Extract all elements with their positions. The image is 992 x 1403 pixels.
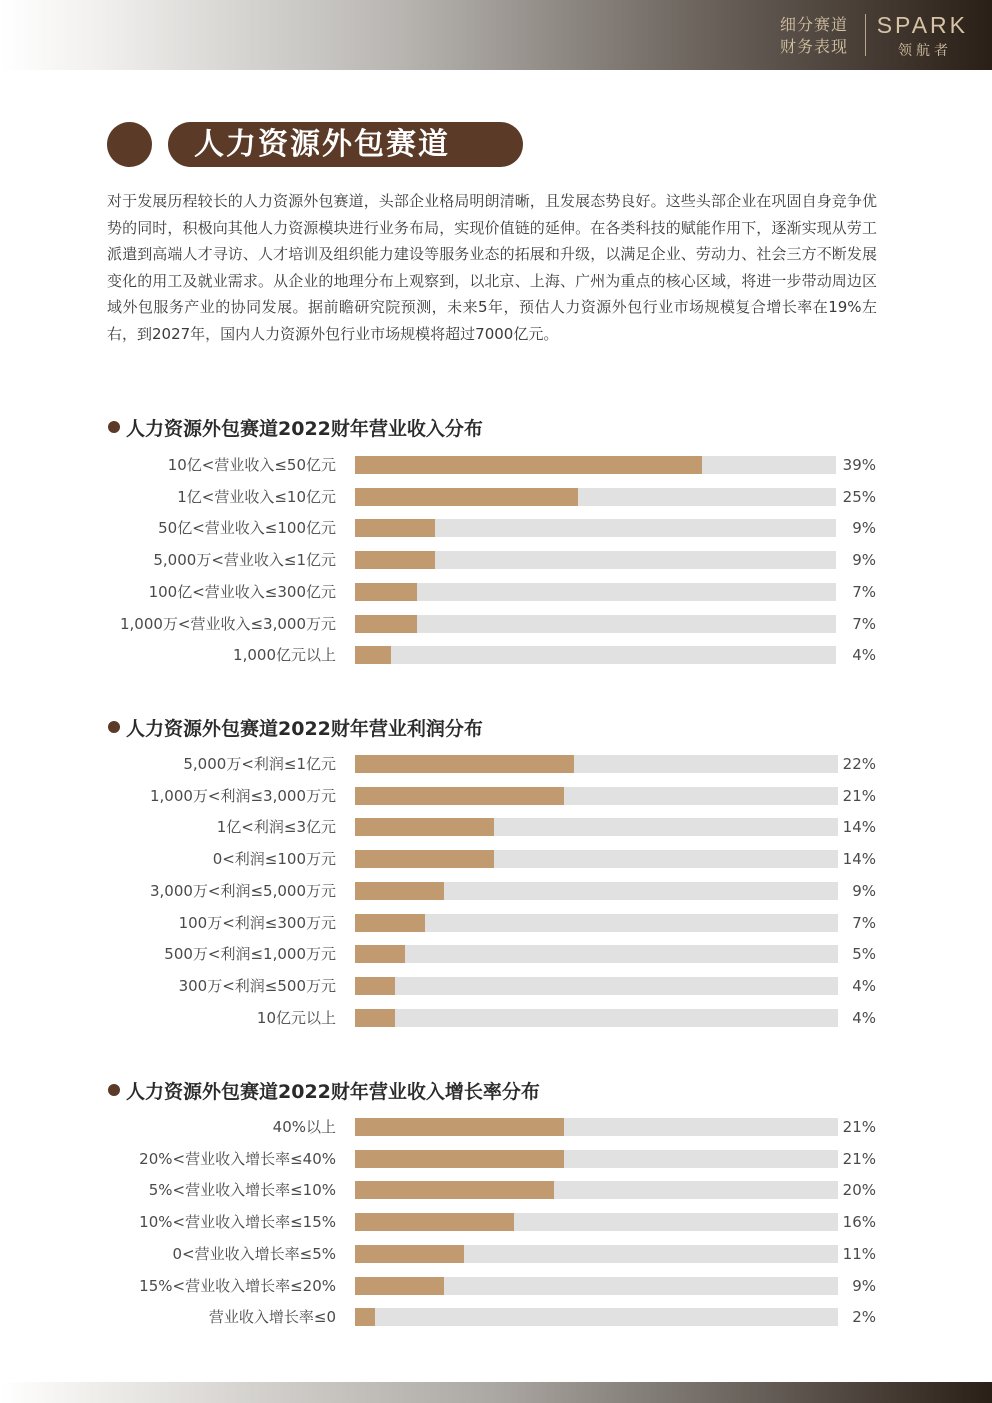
bar-category-label: 100亿<营业收入≤300亿元: [148, 582, 336, 601]
bar-category-label: 3,000万<利润≤5,000万元: [149, 881, 336, 900]
page-title: 人力资源外包赛道: [168, 122, 523, 167]
bar-category-label: 营业收入增长率≤0: [208, 1308, 336, 1327]
bar-category-label: 300万<利润≤500万元: [178, 976, 336, 995]
bar-fill: [355, 488, 578, 506]
bar-fill: [355, 945, 405, 963]
bar-fill: [355, 646, 391, 664]
bar-value-label: 39%: [842, 456, 876, 474]
bar-category-label: 500万<利润≤1,000万元: [164, 945, 336, 964]
bar-category-label: 100万<利润≤300万元: [178, 913, 336, 932]
bar-track: [355, 1213, 838, 1231]
bar-row: [0, 849, 992, 869]
bar-track: [355, 519, 836, 537]
bar-track: [355, 1118, 838, 1136]
bar-category-label: 10亿<营业收入≤50亿元: [167, 456, 336, 474]
bar-row: [0, 455, 992, 475]
bar-value-label: 14%: [842, 850, 876, 869]
chart-title-text: 人力资源外包赛道2022财年营业利润分布: [126, 718, 483, 740]
bar-track: [355, 615, 836, 633]
bar-fill: [355, 977, 395, 995]
bar-category-label: 15%<营业收入增长率≤20%: [139, 1276, 336, 1295]
bar-category-label: 1亿<营业收入≤10亿元: [177, 487, 336, 506]
bar-value-label: 22%: [842, 755, 876, 773]
bar-fill: [355, 519, 435, 537]
bar-row: [0, 1008, 992, 1028]
bar-row: [0, 913, 992, 933]
header-line-2: 财务表现: [779, 37, 848, 56]
bar-row: [0, 1276, 992, 1296]
bar-fill: [355, 1308, 375, 1326]
bar-category-label: 20%<营业收入增长率≤40%: [139, 1149, 336, 1168]
bar-row: [0, 1180, 992, 1200]
bar-value-label: 9%: [852, 881, 876, 900]
bar-fill: [355, 1245, 464, 1263]
bar-row: [0, 614, 992, 634]
bar-value-label: 2%: [852, 1308, 876, 1327]
bar-row: [0, 976, 992, 996]
bar-value-label: 9%: [852, 519, 876, 538]
bar-track: [355, 945, 838, 963]
bar-value-label: 9%: [852, 1276, 876, 1295]
bar-category-label: 0<营业收入增长率≤5%: [172, 1244, 336, 1263]
bar-track: [355, 755, 838, 773]
bar-fill: [355, 882, 444, 900]
bar-row: [0, 645, 992, 665]
bar-row: [0, 786, 992, 806]
bar-category-label: 0<利润≤100万元: [212, 850, 336, 869]
spark-logo-subtitle: 领航者: [898, 43, 952, 59]
bar-row: [0, 944, 992, 964]
bar-track: [355, 646, 836, 664]
bar-track: [355, 914, 838, 932]
bar-category-label: 50亿<营业收入≤100亿元: [158, 519, 336, 538]
bar-value-label: 11%: [842, 1244, 876, 1263]
bar-category-label: 1亿<利润≤3亿元: [216, 818, 336, 837]
bar-row: [0, 1307, 992, 1327]
intro-paragraph: 对于发展历程较长的人力资源外包赛道，头部企业格局明朗清晰，且发展态势良好。这些头部企业在巩固自身竞争优势的同时，积极向其他人力资源模块进行业务布局，实现价值链的延伸。在各类科技的赋能作用下，逐渐实现从劳工派遣到高端人才寻访、人才培训及组织能力建设等服务业态的拓展和升级，以满足企业、劳动力、社会三方不断发展变化的用工及就业需求。从企业的地理分布上观察到，以北京、上海、广州为重点的核心区域，将进一步带动周边区域外包服务产业的协同发展。据前瞻研究院预测，未来5年，预估人力资源外包行业市场规模复合增长率在19%左右，到2027年，国内人力资源外包行业市场规模将超过7000亿元。: [107, 192, 877, 343]
bar-value-label: 20%: [842, 1181, 876, 1200]
bar-track: [355, 850, 838, 868]
header-line-1: 细分赛道: [779, 15, 848, 34]
spark-logo: SPARK: [876, 12, 968, 38]
bar-fill: [355, 583, 417, 601]
bar-fill: [355, 1150, 564, 1168]
chart-title-text: 人力资源外包赛道2022财年营业收入分布: [126, 418, 483, 440]
bar-fill: [355, 1181, 554, 1199]
bar-track: [355, 1009, 838, 1027]
bar-category-label: 40%以上: [272, 1118, 336, 1136]
header-divider: [865, 14, 866, 56]
bar-value-label: 4%: [852, 646, 876, 665]
bar-category-label: 1,000万<利润≤3,000万元: [149, 786, 336, 805]
bar-track: [355, 1181, 838, 1199]
bar-track: [355, 977, 838, 995]
footer-band: [0, 1382, 992, 1403]
chart-title-revenue: [108, 414, 483, 441]
chart-title-growth: [108, 1077, 540, 1104]
bar-row: [0, 1117, 992, 1137]
bar-category-label: 1,000万<营业收入≤3,000万元: [119, 614, 336, 633]
bar-value-label: 16%: [842, 1213, 876, 1232]
bar-row: [0, 550, 992, 570]
bar-fill: [355, 1277, 444, 1295]
bar-value-label: 21%: [842, 786, 876, 805]
bar-row: [0, 754, 992, 774]
section-bullet-icon: [108, 421, 120, 433]
chart-title-text: 人力资源外包赛道2022财年营业收入增长率分布: [126, 1081, 540, 1103]
bar-value-label: 4%: [852, 976, 876, 995]
bar-row: [0, 881, 992, 901]
title-bullet-circle: [107, 122, 152, 167]
bar-row: [0, 487, 992, 507]
bar-fill: [355, 850, 494, 868]
bar-row: [0, 518, 992, 538]
section-bullet-icon: [108, 1084, 120, 1096]
bar-category-label: 5,000万<营业收入≤1亿元: [153, 551, 336, 570]
section-bullet-icon: [108, 721, 120, 733]
bar-category-label: 10亿元以上: [256, 1008, 336, 1027]
bar-row: [0, 582, 992, 602]
bar-row: [0, 817, 992, 837]
bar-track: [355, 1150, 838, 1168]
bar-value-label: 9%: [852, 551, 876, 570]
bar-value-label: 5%: [852, 945, 876, 964]
header-section-label: [780, 14, 848, 58]
bar-value-label: 7%: [852, 582, 876, 601]
bar-row: [0, 1149, 992, 1169]
bar-fill: [355, 1118, 564, 1136]
bar-track: [355, 1308, 838, 1326]
bar-track: [355, 1277, 838, 1295]
bar-track: [355, 456, 836, 474]
bar-track: [355, 1245, 838, 1263]
bar-track: [355, 818, 838, 836]
bar-fill: [355, 818, 494, 836]
bar-fill: [355, 456, 702, 474]
bar-track: [355, 787, 838, 805]
bar-category-label: 5%<营业收入增长率≤10%: [148, 1181, 336, 1200]
bar-fill: [355, 615, 417, 633]
bar-value-label: 25%: [842, 487, 876, 506]
bar-value-label: 7%: [852, 913, 876, 932]
bar-track: [355, 488, 836, 506]
bar-fill: [355, 1009, 395, 1027]
bar-value-label: 7%: [852, 614, 876, 633]
bar-value-label: 21%: [842, 1149, 876, 1168]
bar-row: [0, 1212, 992, 1232]
bar-fill: [355, 1213, 514, 1231]
bar-value-label: 4%: [852, 1008, 876, 1027]
bar-fill: [355, 551, 435, 569]
bar-track: [355, 882, 838, 900]
bar-category-label: 5,000万<利润≤1亿元: [183, 755, 336, 773]
bar-fill: [355, 787, 564, 805]
bar-track: [355, 551, 836, 569]
chart-title-profit: [108, 714, 483, 741]
bar-category-label: 10%<营业收入增长率≤15%: [139, 1213, 336, 1232]
bar-category-label: 1,000亿元以上: [233, 646, 336, 665]
bar-row: [0, 1244, 992, 1264]
bar-track: [355, 583, 836, 601]
bar-value-label: 14%: [842, 818, 876, 837]
bar-value-label: 21%: [842, 1118, 876, 1136]
bar-fill: [355, 755, 574, 773]
bar-fill: [355, 914, 425, 932]
